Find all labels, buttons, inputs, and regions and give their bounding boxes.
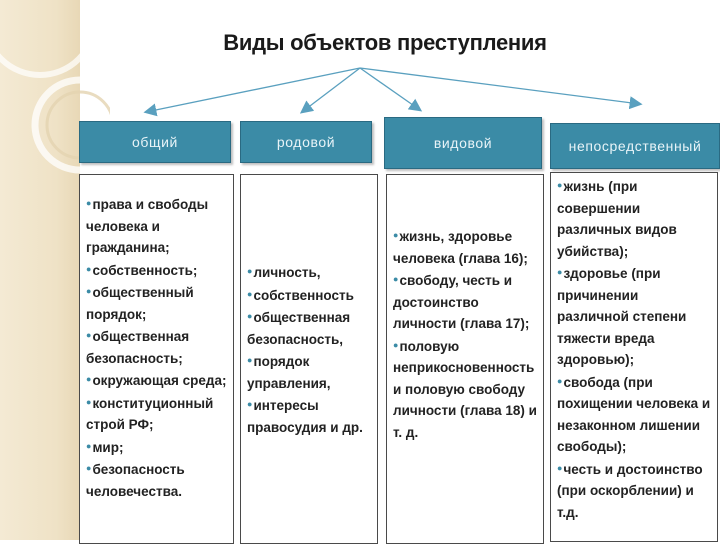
header-generic-label: родовой — [276, 134, 336, 150]
arrow-to-general — [146, 68, 360, 112]
bullet-dot-icon: ● — [247, 311, 253, 321]
diagram-title: Виды объектов преступления — [223, 30, 547, 55]
bullet-dot-icon: ● — [86, 198, 92, 208]
bullet-dot-icon: ● — [247, 355, 253, 365]
bullet-dot-icon: ● — [557, 462, 563, 473]
list-item: ●свобода (при похищении человека и незаконном лишении свободы); — [557, 374, 711, 454]
header-specific-label: видовой — [433, 135, 493, 151]
bullet-dot-icon: ● — [86, 263, 92, 274]
list-item: ●порядок управления, — [247, 354, 331, 391]
list-item: ●общественная безопасность, — [247, 310, 351, 347]
bullet-dot-icon: ● — [86, 286, 92, 296]
bullet-dot-icon: ● — [86, 396, 92, 407]
bullet-dot-icon: ● — [393, 274, 399, 284]
header-immediate — [550, 123, 720, 169]
list-item: ●здоровье (при причинении различной степени тяжести вреда здоровью); — [557, 266, 687, 367]
list-item: ●свободу, честь и достоинство личности (глава 17); — [393, 273, 530, 331]
list-item: ●общественная безопасность; — [86, 329, 190, 366]
header-general — [79, 121, 231, 163]
list-item: ●жизнь (при совершении различных видов убийства); — [557, 179, 677, 259]
bullet-dot-icon: ● — [557, 267, 563, 277]
connector-arrows — [0, 0, 720, 140]
bullet-dot-icon: ● — [247, 266, 253, 276]
bullet-dot-icon: ● — [393, 230, 399, 240]
column-generic — [240, 174, 378, 544]
list-item: ●интересы правосудия и др. — [247, 398, 363, 435]
list-item: ●собственность — [247, 287, 354, 303]
arrow-to-immediate — [360, 68, 640, 104]
list-item: ●окружающая среда; — [86, 373, 227, 388]
bullet-dot-icon: ● — [86, 374, 92, 384]
list-item: ●общественный порядок; — [86, 285, 194, 322]
bullet-dot-icon: ● — [86, 463, 92, 473]
list-item: ●безопасность человечества. — [86, 462, 185, 499]
bullet-dot-icon: ● — [557, 375, 563, 386]
list-item: ●честь и достоинство (при оскорблении) и т.д. — [557, 461, 703, 520]
column-general — [79, 174, 234, 544]
header-immediate-label: непосредственный — [568, 138, 702, 154]
bullet-dot-icon: ● — [86, 440, 92, 451]
bullet-dot-icon: ● — [86, 330, 92, 340]
header-specific — [384, 117, 542, 169]
list-item: ●конституционный строй РФ; — [86, 395, 214, 432]
list-item: ●личность, — [247, 265, 321, 280]
list-item: ●права и свободы человека и гражданина; — [86, 197, 209, 255]
bullet-dot-icon: ● — [247, 288, 253, 299]
column-immediate — [550, 172, 718, 542]
bullet-dot-icon: ● — [393, 339, 399, 350]
bullet-dot-icon: ● — [557, 180, 563, 190]
header-generic — [240, 121, 372, 163]
list-item: ●мир; — [86, 439, 124, 455]
list-item: ●половую неприкосновенность и половую свободу личности (глава 18) и т. д. — [393, 338, 537, 440]
header-general-label: общий — [132, 134, 178, 150]
list-item: ●жизнь, здоровье человека (глава 16); — [393, 229, 528, 266]
column-specific — [386, 174, 544, 544]
list-item: ●собственность; — [86, 262, 198, 278]
bullet-dot-icon: ● — [247, 399, 253, 409]
